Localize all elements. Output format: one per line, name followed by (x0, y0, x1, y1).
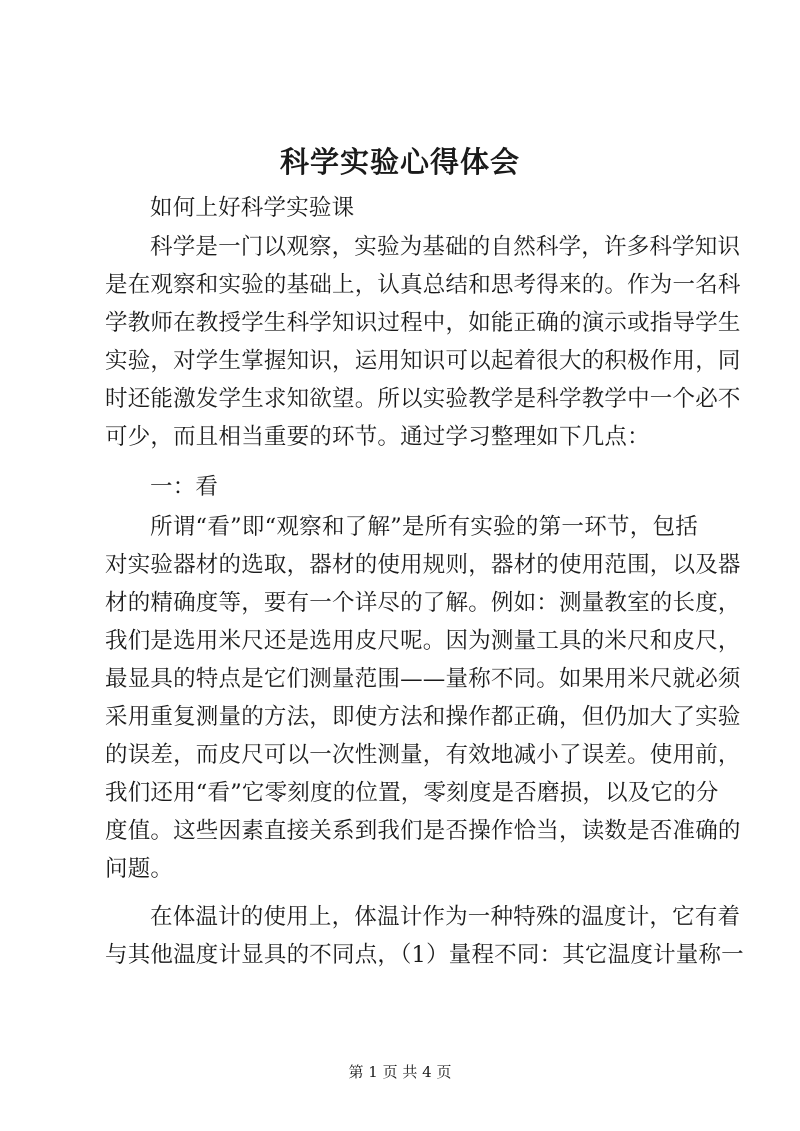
page-footer: 第 1 页 共 4 页 (348, 1063, 452, 1081)
paragraph-line: 科学是一门以观察，实验为基础的自然科学，许多科学知识 (150, 234, 741, 260)
paragraph-line: 度值。这些因素直接关系到我们是否操作恰当，读数是否准确的 (105, 818, 741, 844)
paragraph-line: 所谓“看”即“观察和了解”是所有实验的第一环节，包括 (150, 514, 698, 540)
section-heading: 一：看 (150, 474, 219, 500)
paragraph-line: 材的精确度等，要有一个详尽的了解。例如：测量教室的长度， (105, 590, 741, 616)
paragraph-line: 时还能激发学生求知欲望。所以实验教学是科学教学中一个必不 (105, 386, 741, 412)
paragraph-line: 在体温计的使用上，体温计作为一种特殊的温度计，它有着 (150, 904, 741, 930)
paragraph-line: 学教师在教授学生科学知识过程中，如能正确的演示或指导学生 (105, 310, 741, 336)
document-title: 科学实验心得体会 (279, 145, 520, 179)
paragraph-line: 是在观察和实验的基础上，认真总结和思考得来的。作为一名科 (105, 272, 741, 298)
paragraph-line: 我们是选用米尺还是选用皮尺呢。因为测量工具的米尺和皮尺， (105, 628, 741, 654)
paragraph-line: 采用重复测量的方法，即使方法和操作都正确，但仍加大了实验 (105, 704, 741, 730)
paragraph-line: 最显具的特点是它们测量范围——量称不同。如果用米尺就必须 (105, 666, 741, 692)
paragraph-line: 实验，对学生掌握知识，运用知识可以起着很大的积极作用，同 (105, 348, 741, 374)
paragraph-line: 对实验器材的选取，器材的使用规则，器材的使用范围，以及器 (105, 552, 741, 578)
subtitle-line: 如何上好科学实验课 (150, 195, 355, 221)
paragraph-line: 的误差，而皮尺可以一次性测量，有效地减小了误差。使用前， (105, 742, 741, 768)
paragraph-line: 我们还用“看”它零刻度的位置，零刻度是否磨损，以及它的分 (105, 780, 719, 806)
paragraph-line: 与其他温度计显具的不同点，（1）量程不同：其它温度计量称一 (105, 942, 744, 968)
paragraph-line: 可少，而且相当重要的环节。通过学习整理如下几点： (105, 424, 650, 450)
paragraph-line: 问题。 (105, 856, 174, 882)
